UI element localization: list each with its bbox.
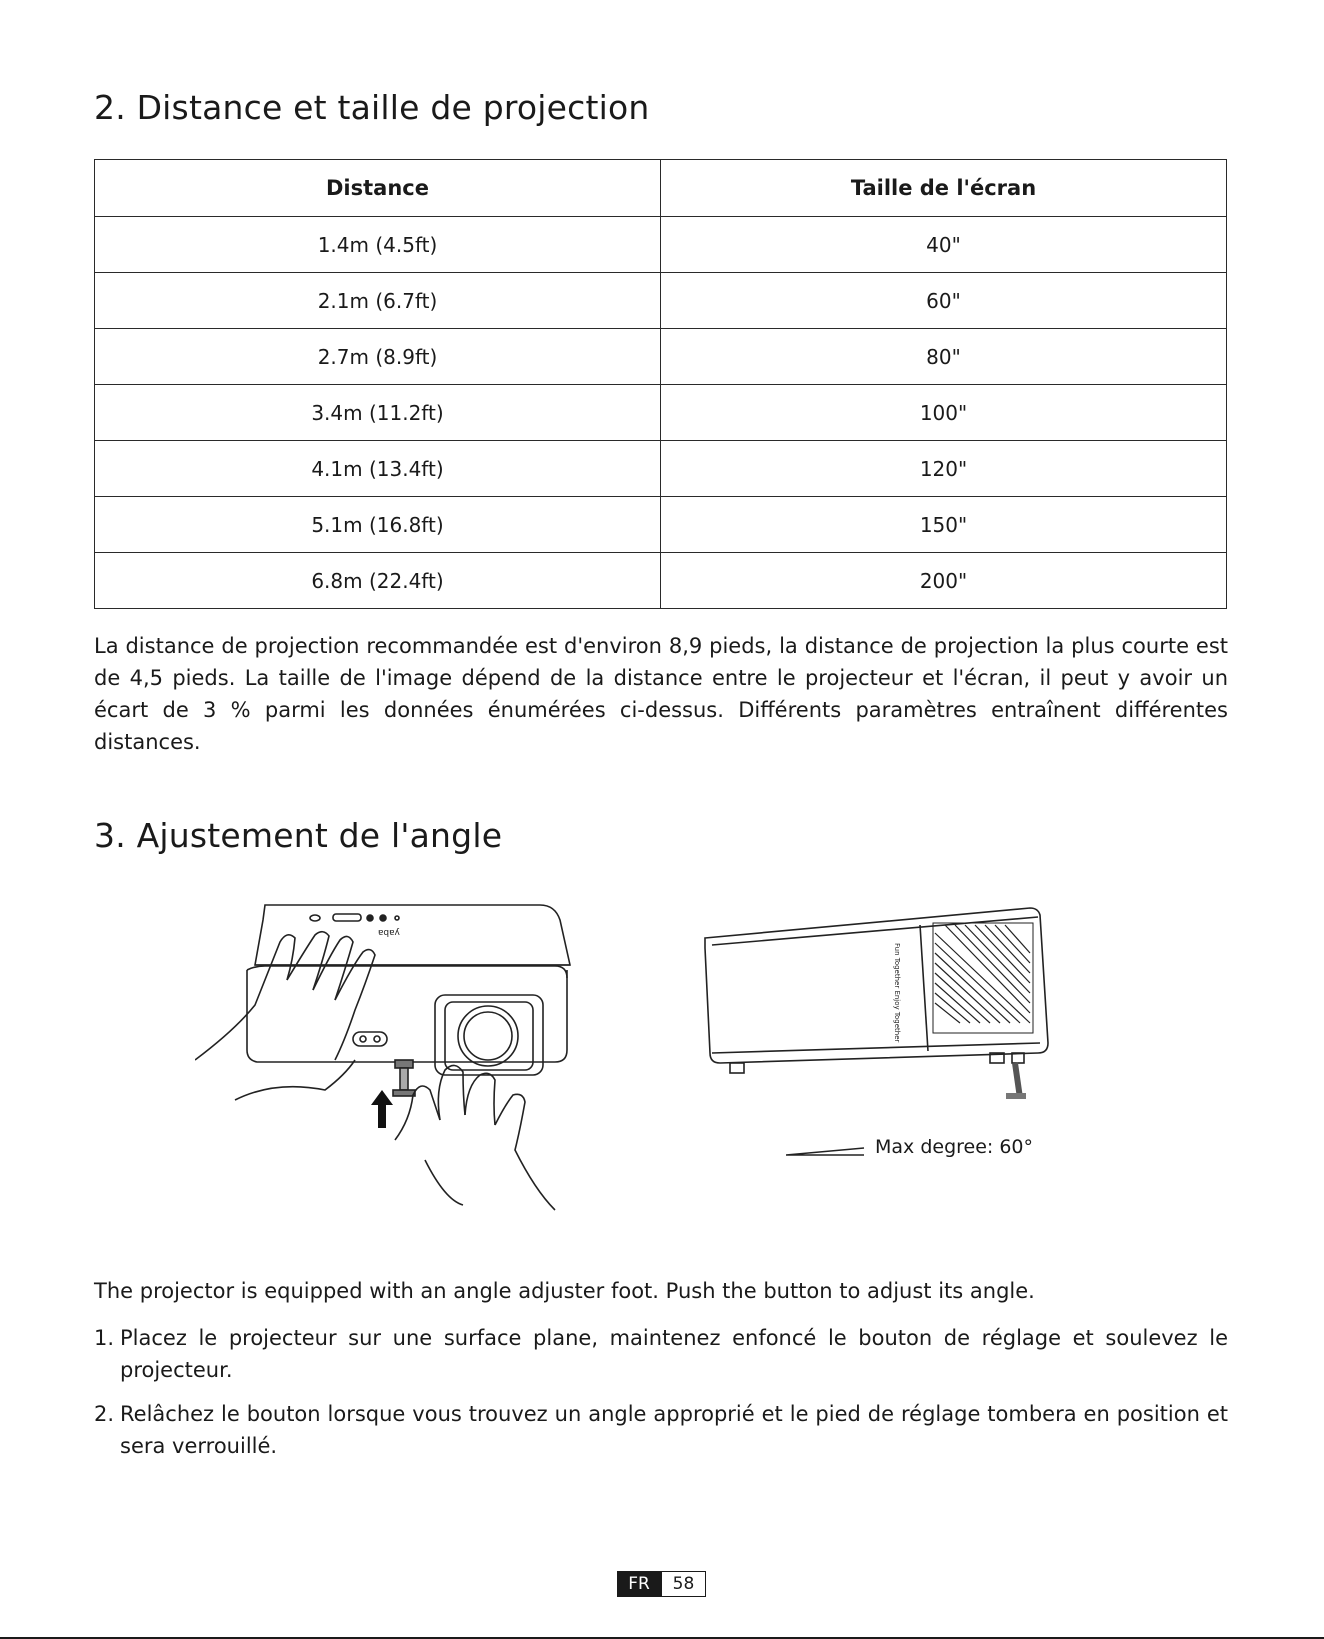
projector-side-illustration (700, 903, 1080, 1153)
section-title-angle: 3. Ajustement de l'angle (94, 816, 503, 855)
page-number: 58 (661, 1571, 706, 1597)
header-screen-size: Taille de l'écran (661, 160, 1227, 217)
table-row (95, 497, 1227, 553)
cell-distance: 5.1m (16.8ft) (95, 497, 661, 553)
cell-distance: 1.4m (4.5ft) (95, 217, 661, 273)
table-row (95, 441, 1227, 497)
cell-screen-size: 40" (661, 217, 1227, 273)
cell-screen-size: 100" (661, 385, 1227, 441)
table-header-row (95, 160, 1227, 217)
distance-paragraph: La distance de projection recommandée est d'environ 8,9 pieds, la distance de projection la plus courte est de 4,5 pieds. La taille de l'image dépend de la distance entre le projecteur et l'écran, il peut y avoir un écart de 3 % parmi les données énumérées ci-dessus. Différents paramètres entraînent différentes distances. (94, 634, 1228, 754)
cell-distance: 2.1m (6.7ft) (95, 273, 661, 329)
language-badge: FR (617, 1571, 661, 1597)
cell-screen-size: 200" (661, 553, 1227, 609)
angle-indicator-icon (786, 1147, 866, 1157)
side-print-text: Fun Together Enjoy Together (893, 943, 901, 1043)
cell-distance: 6.8m (22.4ft) (95, 553, 661, 609)
step-text: Placez le projecteur sur une surface plane, maintenez enfoncé le bouton de réglage et soulevez le projecteur. (120, 1326, 1228, 1382)
section-title-distance: 2. Distance et taille de projection (94, 88, 650, 127)
cell-distance: 3.4m (11.2ft) (95, 385, 661, 441)
list-item (94, 1322, 1228, 1386)
table-row (95, 329, 1227, 385)
page-footer (617, 1571, 706, 1597)
table-row (95, 273, 1227, 329)
angle-intro: The projector is equipped with an angle adjuster foot. Push the button to adjust its angle. (94, 1279, 1035, 1303)
step-number: 1. (94, 1326, 115, 1350)
max-degree-caption: Max degree: 60° (875, 1136, 1034, 1158)
step-number: 2. (94, 1402, 115, 1426)
cell-screen-size: 80" (661, 329, 1227, 385)
step-list-item (94, 1322, 1228, 1386)
step-text: Relâchez le bouton lorsque vous trouvez un angle approprié et le pied de réglage tombera en position et sera verrouillé. (120, 1402, 1228, 1458)
cell-screen-size: 60" (661, 273, 1227, 329)
cell-screen-size: 120" (661, 441, 1227, 497)
svg-text:ɐqɐʎ: ɐqɐʎ (378, 928, 400, 938)
table-row (95, 217, 1227, 273)
table-row (95, 553, 1227, 609)
step-list-item (94, 1398, 1228, 1462)
header-distance: Distance (95, 160, 661, 217)
projector-hand-illustration (195, 900, 635, 1260)
list-item (94, 1398, 1228, 1462)
cell-distance: 2.7m (8.9ft) (95, 329, 661, 385)
cell-distance: 4.1m (13.4ft) (95, 441, 661, 497)
table-row (95, 385, 1227, 441)
distance-table (94, 159, 1227, 609)
cell-screen-size: 150" (661, 497, 1227, 553)
